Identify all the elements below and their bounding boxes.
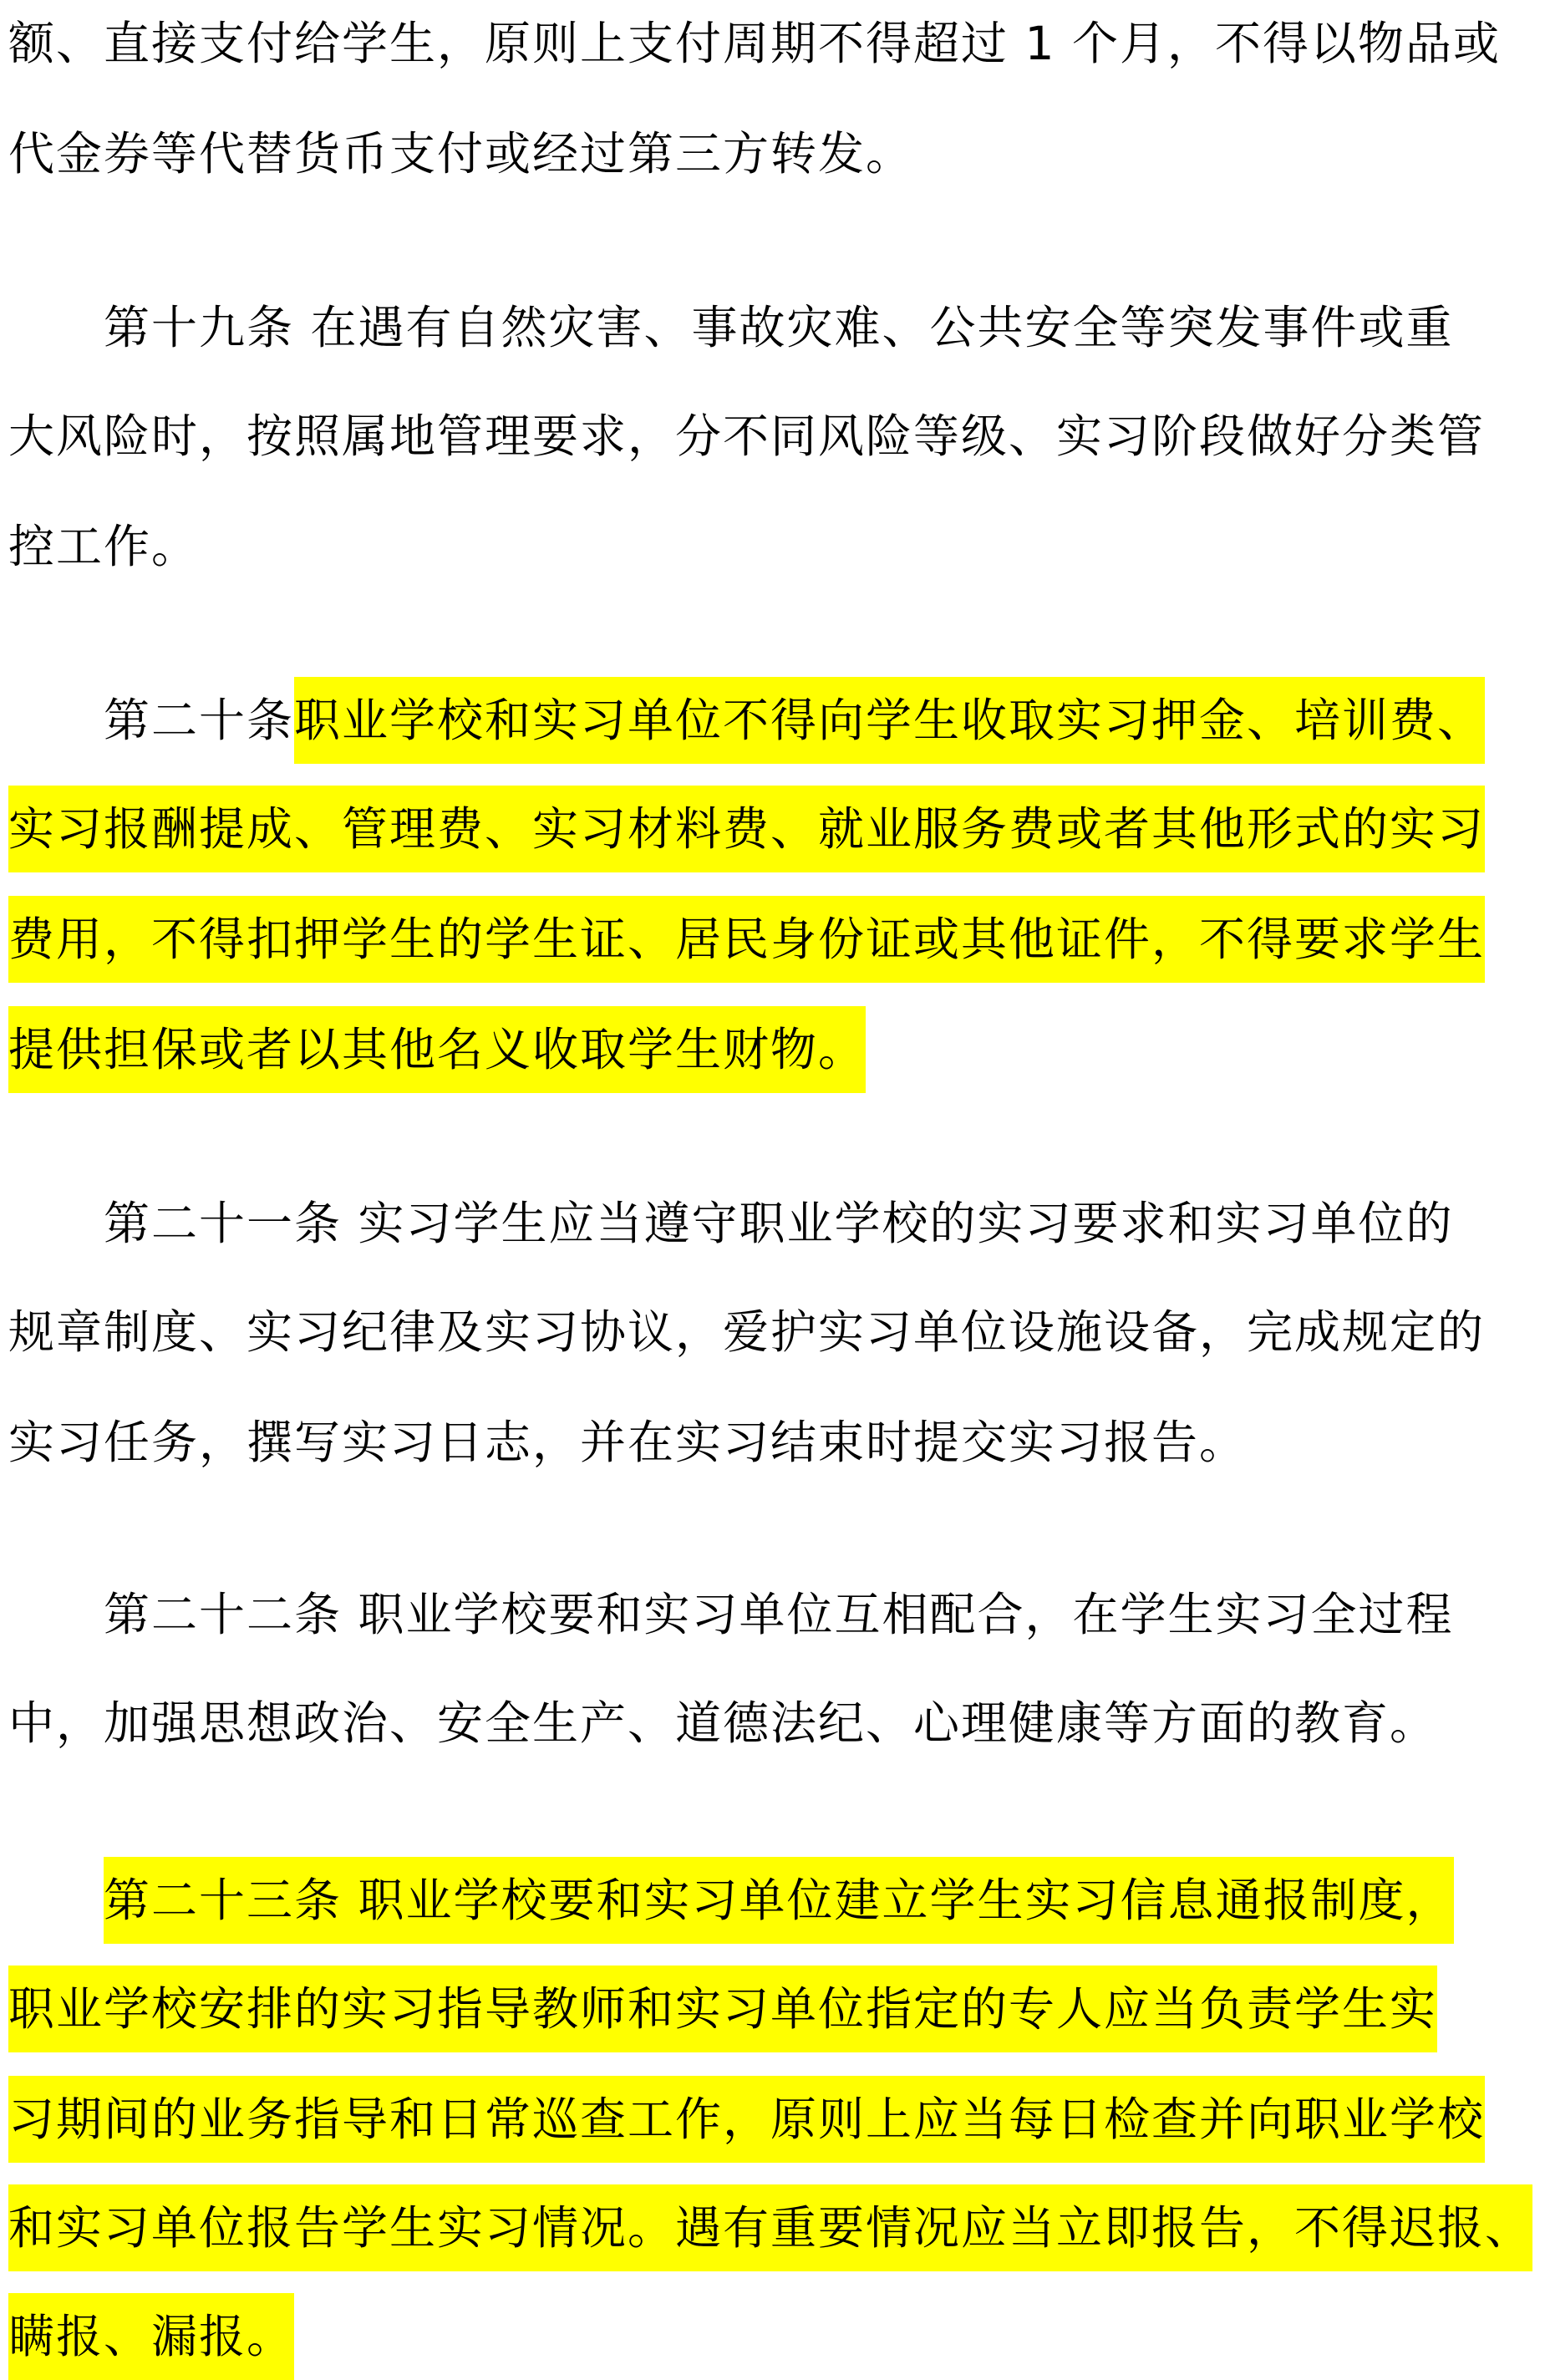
text-line xyxy=(8,110,913,197)
highlighted-text: 瞒报、漏报。 xyxy=(8,2293,294,2380)
highlighted-text: 提供担保或者以其他名义收取学生财物。 xyxy=(8,1006,866,1093)
text-line xyxy=(8,1680,1437,1767)
highlighted-text: 职业学校和实习单位不得向学生收取实习押金、培训费、 xyxy=(294,677,1485,764)
text-segment: 第十九条 在遇有自然灾害、事故灾难、公共安全等突发事件或重 xyxy=(104,301,1454,354)
text-segment: 大风险时，按照属地管理要求，分不同风险等级、实习阶段做好分类管 xyxy=(8,409,1486,463)
text-line xyxy=(8,1966,1437,2052)
text-segment: 实习任务，撰写实习日志，并在实习结束时提交实习报告。 xyxy=(8,1416,1248,1469)
text-line xyxy=(8,1289,1485,1376)
text-line xyxy=(8,2184,1532,2271)
text-line xyxy=(8,1006,866,1093)
text-line xyxy=(8,1399,1247,1486)
text-segment: 中，加强思想政治、安全生产、道德法纪、心理健康等方面的教育。 xyxy=(8,1696,1438,1750)
text-line xyxy=(8,0,1501,87)
text-segment: 第二十条 xyxy=(104,694,295,747)
highlighted-text: 实习报酬提成、管理费、实习材料费、就业服务费或者其他形式的实习 xyxy=(8,786,1485,872)
highlighted-text: 费用，不得扣押学生的学生证、居民身份证或其他证件，不得要求学生 xyxy=(8,896,1485,983)
article-heading-line xyxy=(104,1571,1454,1658)
text-segment: 控工作。 xyxy=(8,520,200,573)
text-line xyxy=(8,393,1485,480)
text-line xyxy=(8,503,199,590)
text-segment: 额、直接支付给学生，原则上支付周期不得超过 1 个月，不得以物品或 xyxy=(8,17,1501,70)
text-line xyxy=(8,896,1485,983)
article-heading-line xyxy=(104,1180,1454,1267)
highlighted-text: 职业学校安排的实习指导教师和实习单位指定的专人应当负责学生实 xyxy=(8,1966,1437,2052)
text-segment: 规章制度、实习纪律及实习协议，爱护实习单位设施设备，完成规定的 xyxy=(8,1305,1486,1359)
article-heading-line xyxy=(104,284,1454,371)
text-line xyxy=(8,2293,294,2380)
article-heading-line xyxy=(104,1857,1454,1944)
text-line xyxy=(8,2076,1485,2163)
text-segment: 第二十一条 实习学生应当遵守职业学校的实习要求和实习单位的 xyxy=(104,1197,1454,1250)
highlighted-text: 和实习单位报告学生实习情况。遇有重要情况应当立即报告，不得迟报、 xyxy=(8,2184,1532,2271)
article-heading-line xyxy=(104,677,1485,764)
text-segment: 第二十二条 职业学校要和实习单位互相配合，在学生实习全过程 xyxy=(104,1588,1454,1641)
highlighted-text: 第二十三条 职业学校要和实习单位建立学生实习信息通报制度， xyxy=(104,1857,1454,1944)
text-line xyxy=(8,786,1485,872)
highlighted-text: 习期间的业务指导和日常巡查工作，原则上应当每日检查并向职业学校 xyxy=(8,2076,1485,2163)
text-segment: 代金券等代替货币支付或经过第三方转发。 xyxy=(8,127,914,181)
